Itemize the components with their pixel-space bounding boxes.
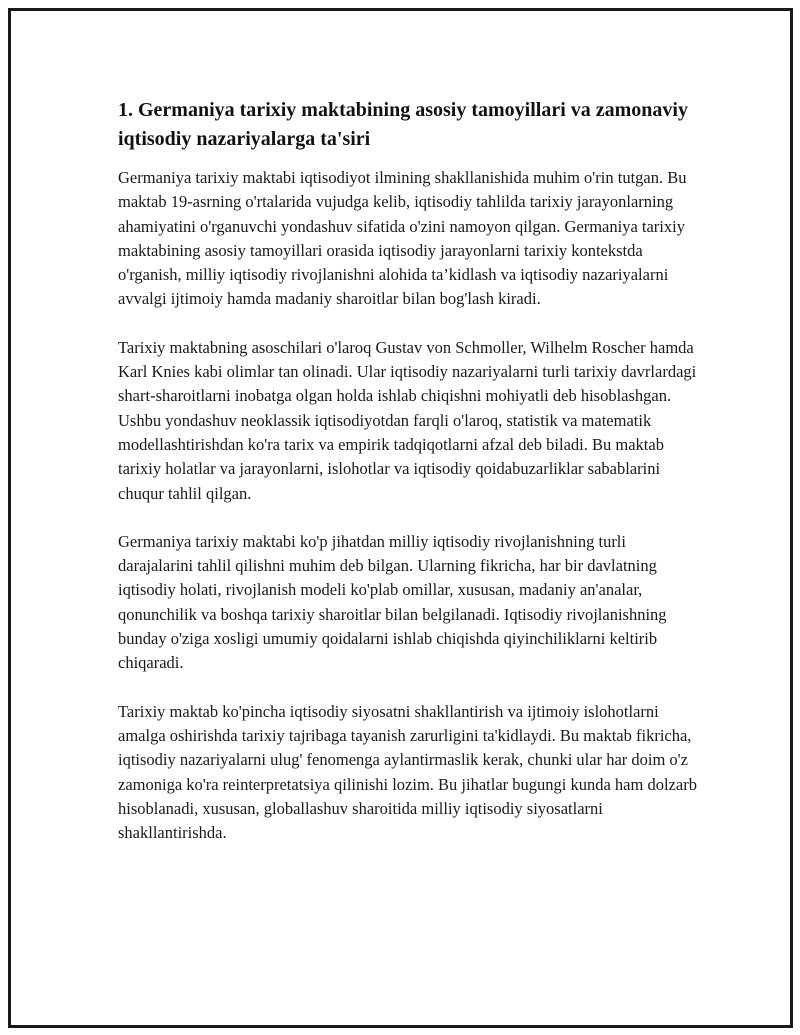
paragraph-2: Tarixiy maktabning asoschilari o'laroq Gustav von Schmoller, Wilhelm Roscher hamda Karl Knies kabi olimlar tan olinadi. Ular iqtisodiy nazariyalarni turli tarixiy davrlardagi shart-sharoitlarni inobatga olgan holda ishlab chiqishni mohiyatli deb hisoblashgan. Ushbu yondashuv neoklassik iqtisodiyotdan farqli o'laroq, statistik va matematik modellashtirishdan ko'ra tarix va empirik tadqiqotlarni afzal deb biladi. Bu maktab tarixiy holatlar va jarayonlarni, islohotlar va iqtisodiy qoidabuzarliklar sabablarini chuqur tahlil qilgan. (118, 337, 697, 503)
document-body (118, 96, 703, 869)
paragraph-3: Germaniya tarixiy maktabi ko'p jihatdan milliy iqtisodiy rivojlanishning turli darajalarini tahlil qilishni muhim deb bilgan. Ularning fikricha, har bir davlatning iqtisodiy holati, rivojlanish modeli ko'plab omillar, xususan, madaniy an'analar, qonunchilik va boshqa tarixiy sharoitlar bilan belgilanadi. Iqtisodiy rivojlanishning bunday o'ziga xosligi umumiy qoidalarni ishlab chiqishda qiyinchiliklarni keltirib chiqaradi. (118, 531, 667, 673)
document-title: 1. Germaniya tarixiy maktabining asosiy tamoyillari va zamonaviy iqtisodiy nazariyalarga ta'siri (118, 99, 688, 150)
page-frame (8, 8, 793, 1028)
paragraph-4: Tarixiy maktab ko'pincha iqtisodiy siyosatni shakllantirish va ijtimoiy islohotlarni amalga oshirishda tarixiy tajribaga tayanish zarurligini ta'kidlaydi. Bu maktab fikricha, iqtisodiy nazariyalarni ulug' fenomenga aylantirmaslik kerak, chunki ular har doim o'z zamoniga ko'ra reinterpretatsiya qilinishi lozim. Bu jihatlar bugungi kunda ham dolzarb hisoblanadi, xususan, globallashuv sharoitida milliy iqtisodiy siyosatlarni shakllantirishda. (118, 701, 697, 843)
paragraph-1: Germaniya tarixiy maktabi iqtisodiyot ilmining shakllanishida muhim o'rin tutgan. Bu maktab 19-asrning o'rtalarida vujudga kelib, iqtisodiy tahlilda tarixiy jarayonlarning ahamiyatini o'rganuvchi yondashuv sifatida o'zini namoyon qilgan. Germaniya tarixiy maktabining asosiy tamoyillari orasida iqtisodiy jarayonlarni tarixiy kontekstda o'rganish, milliy iqtisodiy rivojlanishni alohida ta’kidlash va iqtisodiy nazariyalarni avvalgi ijtimoiy hamda madaniy sharoitlar bilan bog'lash kiradi. (118, 168, 687, 309)
